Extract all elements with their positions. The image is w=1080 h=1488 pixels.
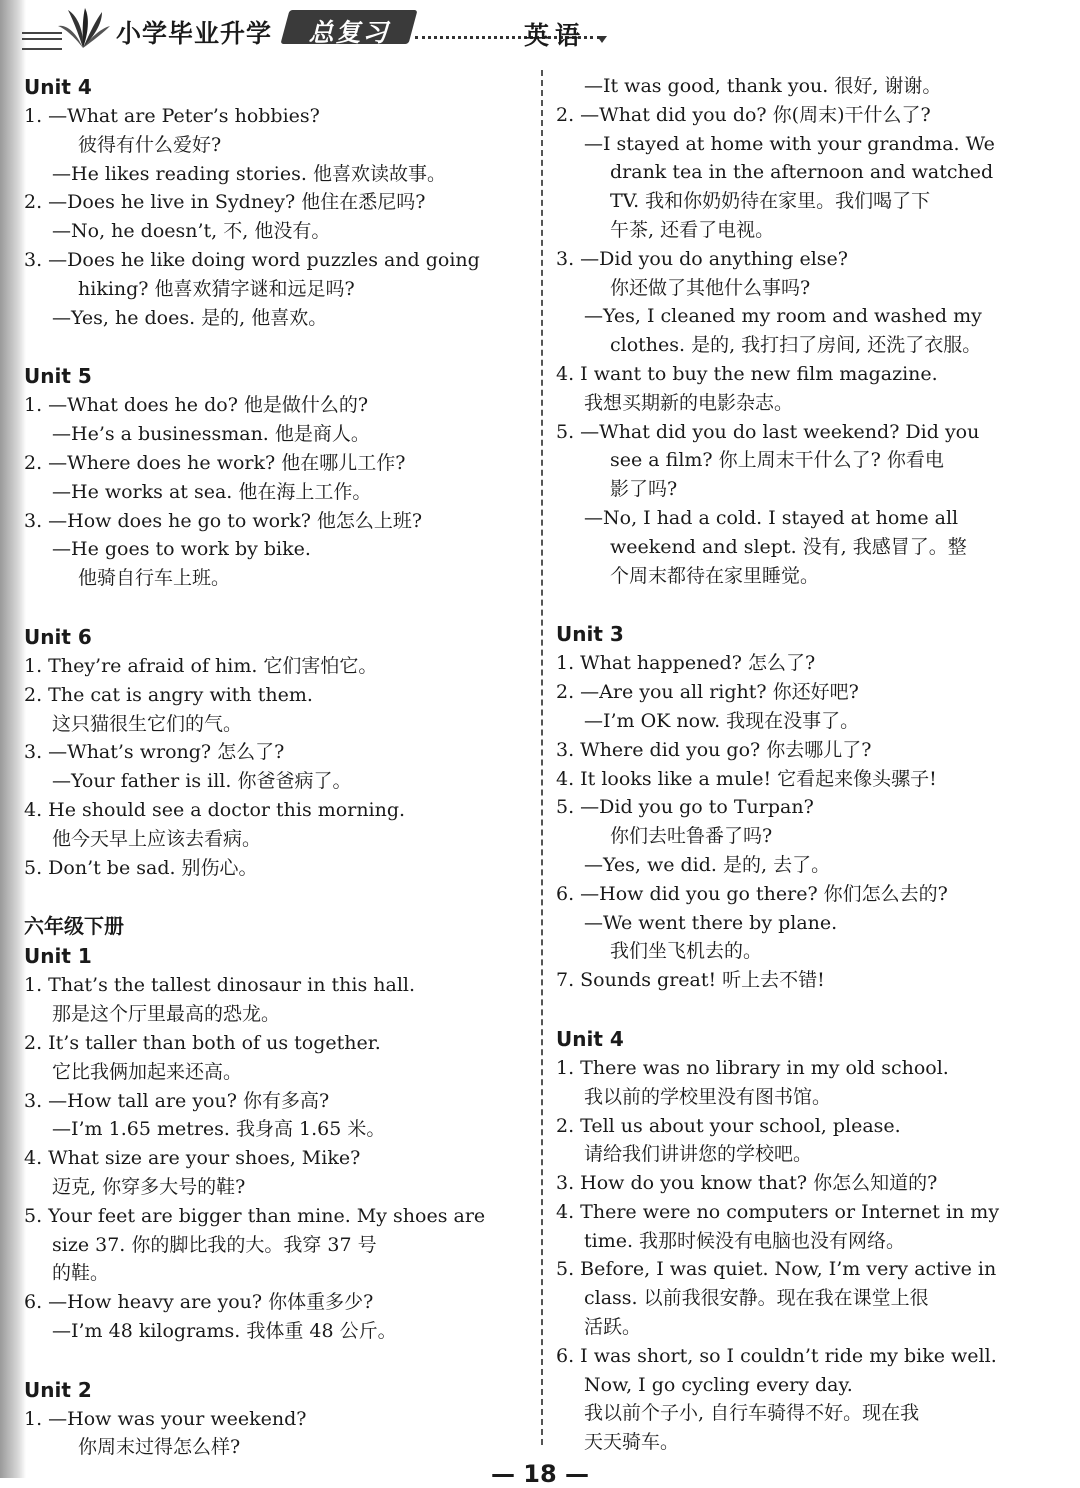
answer-line: 4. What size are your shoes, Mike? <box>24 1147 361 1170</box>
unit-heading: Unit 2 <box>24 1377 92 1402</box>
answer-line: —No, I had a cold. I stayed at home all <box>584 506 959 529</box>
answer-line: —I’m 1.65 metres. 我身高 1.65 米。 <box>52 1118 386 1141</box>
unit-section-u2 <box>24 1375 524 1463</box>
answer-line: 他骑自行车上班。 <box>78 567 231 590</box>
answer-line: hiking? 他喜欢猜字谜和远足吗? <box>78 277 355 300</box>
page-header <box>0 0 1080 62</box>
answer-line: 他今天早上应该去看病。 <box>52 827 262 850</box>
answer-line: TV. 我和你奶奶待在家里。我们喝了下 <box>610 190 931 213</box>
answer-line: 2. It’s taller than both of us together. <box>24 1031 381 1054</box>
triangle-down-icon <box>597 36 607 43</box>
answer-line: 那是这个厅里最高的恐龙。 <box>52 1003 281 1026</box>
answer-line: —He works at sea. 他在海上工作。 <box>52 480 372 503</box>
page-number: — 18 — <box>490 1460 590 1488</box>
answer-line: —He’s a businessman. 他是商人。 <box>52 423 370 446</box>
answer-line: 6. I was short, so I couldn’t ride my bike well. <box>556 1344 997 1367</box>
answer-line: —No, he doesn’t, 不, 他没有。 <box>52 220 331 243</box>
unit-section-u2-continued <box>556 72 1056 590</box>
unit-heading: Unit 6 <box>24 624 92 649</box>
answer-line: 3. —How does he go to work? 他怎么上班? <box>24 509 423 532</box>
answer-line: 2. —Does he live in Sydney? 他住在悉尼吗? <box>24 191 426 214</box>
answer-line: 活跃。 <box>584 1316 642 1339</box>
answer-line: 3. —Did you do anything else? <box>556 247 848 270</box>
answer-line: 1. They’re afraid of him. 它们害怕它。 <box>24 654 378 677</box>
review-title: 总复习 <box>308 18 390 47</box>
answer-line: 4. It looks like a mule! 它看起来像头骡子! <box>556 767 937 790</box>
answer-line: size 37. 你的脚比我的大。我穿 37 号 <box>52 1233 377 1256</box>
answer-line: —Yes, he does. 是的, 他喜欢。 <box>52 306 328 329</box>
answer-line: 4. I want to buy the new film magazine. <box>556 362 938 385</box>
answer-line: 3. How do you know that? 你怎么知道的? <box>556 1172 938 1195</box>
answer-line: 请给我们讲讲您的学校吧。 <box>584 1143 813 1166</box>
answer-line: —I stayed at home with your grandma. We <box>584 132 995 155</box>
answer-line: 7. Sounds great! 听上去不错! <box>556 969 825 992</box>
subject-label: 英语 <box>524 21 587 50</box>
answer-line: 1. —How was your weekend? <box>24 1407 307 1430</box>
answer-line: 1. There was no library in my old school. <box>556 1056 949 1079</box>
unit-section-u6 <box>24 622 524 882</box>
unit-heading: Unit 4 <box>24 75 92 99</box>
left-column <box>24 72 524 1462</box>
answer-line: 个周末都待在家里睡觉。 <box>610 564 820 587</box>
answer-line: 2. —Where does he work? 他在哪儿工作? <box>24 451 406 474</box>
column-divider <box>541 70 543 1445</box>
unit-section-u5 <box>24 361 524 593</box>
answer-line: 5. Before, I was quiet. Now, I’m very active in <box>556 1258 997 1281</box>
answer-line: drank tea in the afternoon and watched <box>610 161 994 184</box>
answer-line: 5. Your feet are bigger than mine. My shoes are <box>24 1204 486 1227</box>
answer-line: 午茶, 还看了电视。 <box>610 218 775 241</box>
answer-line: 我以前个子小, 自行车骑得不好。现在我 <box>584 1402 920 1425</box>
answer-line: 的鞋。 <box>52 1262 110 1285</box>
unit-section-u3 <box>556 619 1056 995</box>
answer-line: 天天骑车。 <box>584 1431 680 1454</box>
answer-line: 4. There were no computers or Internet in my <box>556 1200 1000 1223</box>
answer-line: 你们去吐鲁番了吗? <box>610 825 773 848</box>
unit-section-u1 <box>24 941 524 1345</box>
answer-line: —I’m 48 kilograms. 我体重 48 公斤。 <box>52 1319 397 1342</box>
answer-line: 它比我俩加起来还高。 <box>52 1060 243 1083</box>
answer-line: —He likes reading stories. 他喜欢读故事。 <box>52 162 446 185</box>
answer-line: —It was good, thank you. 很好, 谢谢。 <box>584 75 942 97</box>
answer-line: 2. Tell us about your school, please. <box>556 1114 901 1137</box>
answer-line: 彼得有什么爱好? <box>78 133 222 156</box>
answer-line: weekend and slept. 没有, 我感冒了。整 <box>610 535 967 558</box>
answer-line: —We went there by plane. <box>584 911 838 934</box>
answer-line: 1. —What are Peter’s hobbies? <box>24 105 320 127</box>
answer-line: 2. —What did you do? 你(周末)干什么了? <box>556 103 931 126</box>
answer-line: clothes. 是的, 我打扫了房间, 还洗了衣服。 <box>610 334 982 357</box>
leaf-logo-icon <box>54 6 112 50</box>
answer-line: 3. —What’s wrong? 怎么了? <box>24 741 285 764</box>
unit-section-u4 <box>24 72 524 332</box>
right-column <box>556 72 1056 1457</box>
answer-line: 1. What happened? 怎么了? <box>556 652 816 675</box>
answer-line: 1. That’s the tallest dinosaur in this hall. <box>24 974 416 997</box>
answer-line: 我以前的学校里没有图书馆。 <box>584 1085 832 1108</box>
answer-line: 迈克, 你穿多大号的鞋? <box>52 1175 246 1198</box>
answer-line: 我们坐飞机去的。 <box>610 940 763 963</box>
unit-heading: Unit 5 <box>24 364 92 389</box>
answer-line: 5. —Did you go to Turpan? <box>556 796 814 819</box>
grade-heading: 六年级下册 <box>24 914 124 939</box>
answer-line: 影了吗? <box>610 478 678 501</box>
answer-line: 你周末过得怎么样? <box>78 1436 241 1459</box>
answer-line: 你还做了其他什么事吗? <box>610 276 811 299</box>
answer-line: —I’m OK now. 我现在没事了。 <box>584 709 860 732</box>
answer-line: class. 以前我很安静。现在我在课堂上很 <box>584 1287 929 1310</box>
answer-line: 2. —Are you all right? 你还好吧? <box>556 681 859 704</box>
answer-line: Now, I go cycling every day. <box>584 1373 853 1396</box>
answer-line: 这只猫很生它们的气。 <box>52 712 243 735</box>
answer-line: 3. —How tall are you? 你有多高? <box>24 1089 330 1112</box>
answer-line: 3. —Does he like doing word puzzles and going <box>24 248 480 271</box>
answer-line: 6. —How did you go there? 你们怎么去的? <box>556 882 948 905</box>
unit-heading: Unit 4 <box>556 1026 624 1051</box>
answer-line: 2. The cat is angry with them. <box>24 683 313 706</box>
answer-line: —Your father is ill. 你爸爸病了。 <box>52 770 352 793</box>
answer-line: 5. —What did you do last weekend? Did you <box>556 420 980 443</box>
answer-line: —Yes, we did. 是的, 去了。 <box>584 853 831 876</box>
answer-line: see a film? 你上周末干什么了? 你看电 <box>610 449 944 472</box>
answer-line: 5. Don’t be sad. 别伤心。 <box>24 856 258 879</box>
answer-line: —Yes, I cleaned my room and washed my <box>584 305 982 328</box>
answer-line: 3. Where did you go? 你去哪儿了? <box>556 738 872 761</box>
series-title: 小学毕业升学 <box>116 19 273 48</box>
answer-line: 1. —What does he do? 他是做什么的? <box>24 394 369 417</box>
answer-line: time. 我那时候没有电脑也没有网络。 <box>584 1229 906 1252</box>
answer-line: 我想买期新的电影杂志。 <box>584 391 794 414</box>
answer-line: 4. He should see a doctor this morning. <box>24 798 406 821</box>
unit-heading: Unit 3 <box>556 622 624 647</box>
unit-heading: Unit 1 <box>24 944 92 969</box>
answer-line: 6. —How heavy are you? 你体重多少? <box>24 1291 374 1314</box>
unit-section-u4-right <box>556 1024 1056 1457</box>
page-edge-shadow <box>0 0 26 1478</box>
answer-line: —He goes to work by bike. <box>52 538 311 561</box>
